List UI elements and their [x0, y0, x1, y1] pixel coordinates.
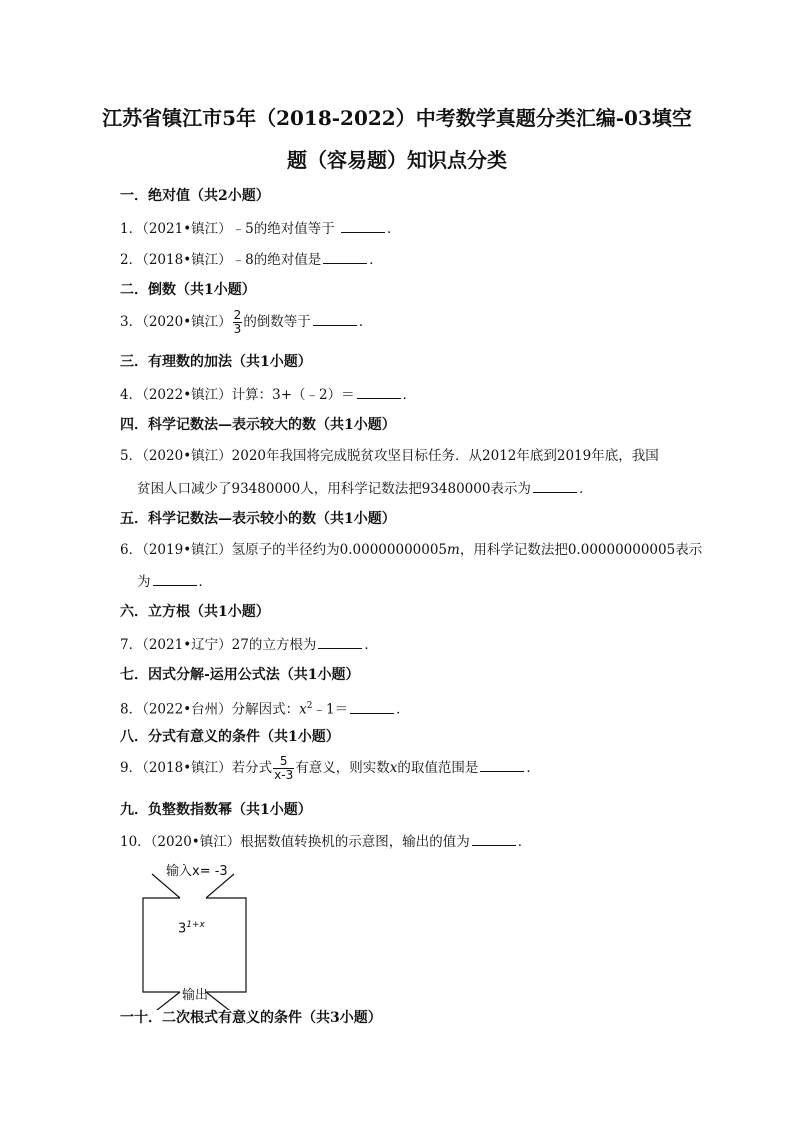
number-conversion-machine-diagram — [130, 860, 270, 1010]
fraction-two-thirds: $\frac{2}{3}$ — [233, 308, 242, 336]
question-6-line1: 6．（2019•镇江）氢原子的半径约为0.00000000005m，用科学记数法把0.00000000005表示 — [120, 542, 703, 558]
answer-blank — [153, 572, 197, 586]
question-2: 2．（2018•镇江）﹣8的绝对值是 ． — [120, 252, 383, 268]
input-label: 输入x= -3 — [166, 864, 228, 879]
output-funnel-right — [206, 992, 234, 1010]
section-heading-factoring-formula: 七．因式分解-运用公式法（共1小题） — [120, 667, 360, 683]
output-label: 输出 — [182, 988, 209, 1003]
section-heading-cube-root: 六．立方根（共1小题） — [120, 604, 270, 620]
answer-blank — [533, 479, 577, 493]
document-title-line2: 题（容易题）知识点分类 — [287, 148, 507, 172]
question-5-line1: 5．（2020•镇江）2020年我国将完成脱贫攻坚目标任务．从2012年底到2019年底，我国 — [120, 448, 659, 464]
machine-box-left — [143, 898, 180, 992]
question-7: 7．（2021•辽宁）27的立方根为 ． — [120, 637, 378, 653]
answer-blank — [357, 385, 401, 399]
section-heading-absolute-value: 一．绝对值（共2小题） — [120, 188, 270, 204]
fraction-5-over-x-minus-3: $\frac{5}{x-3}$ — [274, 754, 294, 782]
question-6-line2: 为 ． — [137, 574, 212, 590]
answer-blank — [480, 758, 524, 772]
machine-box-right — [206, 898, 246, 992]
question-9: 9．（2018•镇江）若分式 $\frac{5}{x-3}$ 有意义，则实数x的取值范围是 ． — [120, 754, 540, 782]
section-heading-reciprocal: 二．倒数（共1小题） — [120, 282, 256, 298]
answer-blank — [472, 832, 516, 846]
question-5-line2: 贫困人口减少了93480000人，用科学记数法把93480000表示为 ． — [137, 481, 593, 497]
section-heading-scientific-notation-small: 五．科学记数法—表示较小的数（共1小题） — [120, 511, 396, 527]
answer-blank — [318, 635, 362, 649]
machine-formula: $3^{1+x}$ — [178, 920, 205, 937]
question-1: 1．（2021•镇江）﹣5的绝对值等于 ． — [120, 221, 401, 237]
question-10: 10．（2020•镇江）根据数值转换机的示意图，输出的值为 ． — [120, 834, 532, 850]
question-3: 3．（2020•镇江） $\frac{2}{3}$ 的倒数等于 ． — [120, 308, 373, 336]
section-heading-scientific-notation-large: 四．科学记数法—表示较大的数（共1小题） — [120, 417, 396, 433]
section-heading-fraction-meaningful: 八．分式有意义的条件（共1小题） — [120, 729, 340, 745]
section-heading-rational-addition: 三．有理数的加法（共1小题） — [120, 354, 312, 370]
answer-blank — [341, 219, 385, 233]
section-heading-negative-exponent: 九．负整数指数幂（共1小题） — [120, 802, 312, 818]
question-8: 8．（2022•台州）分解因式：$x^2﹣1=$ ． — [120, 701, 410, 718]
answer-blank — [313, 312, 357, 326]
output-funnel-left — [152, 992, 180, 1010]
question-4: 4．（2022•镇江）计算：3+（﹣2）＝ ． — [120, 387, 417, 403]
document-title-line1: 江苏省镇江市5年（2018-2022）中考数学真题分类汇编-03填空 — [102, 106, 692, 130]
section-heading-radical-meaningful: 一十．二次根式有意义的条件（共3小题） — [120, 1010, 382, 1026]
answer-blank — [350, 700, 394, 714]
answer-blank — [323, 250, 367, 264]
